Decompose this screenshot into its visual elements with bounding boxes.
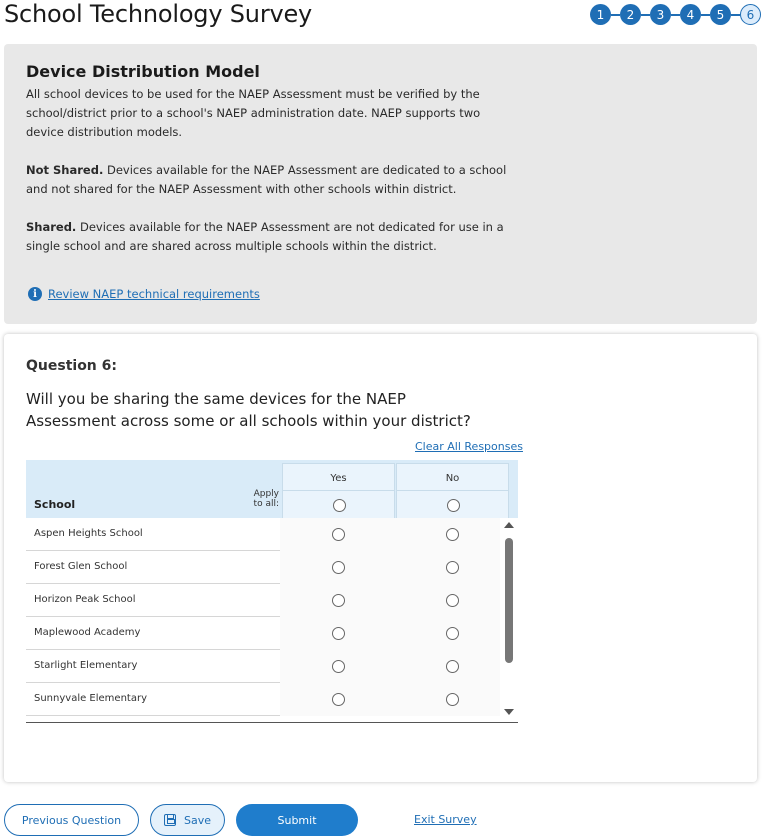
page-title: School Technology Survey [4, 0, 313, 28]
table-row [26, 683, 500, 716]
shared-text: Devices available for the NAEP Assessment are not dedicated for use in a single school and are shared across multiple schools within the district. [26, 220, 504, 253]
floppy-disk-icon [164, 814, 176, 826]
grid-body [26, 518, 518, 718]
response-grid [26, 460, 518, 718]
yes-column-header [282, 463, 395, 518]
no-column-label: No [445, 473, 460, 484]
review-link-label: Review NAEP technical requirements [48, 287, 260, 301]
clear-all-responses-link[interactable]: Clear All Responses [415, 440, 523, 453]
school-name: Sunnyvale Elementary [34, 693, 147, 704]
question-label: Question 6: [26, 358, 117, 374]
yes-radio[interactable] [332, 594, 345, 607]
school-name: Forest Glen School [34, 561, 128, 572]
no-radio[interactable] [446, 627, 459, 640]
school-name: Aspen Heights School [34, 528, 143, 539]
no-radio[interactable] [446, 660, 459, 673]
table-row [26, 518, 500, 551]
grid-bottom-border [26, 722, 518, 723]
shared-label: Shared. [26, 220, 77, 234]
question-text: Will you be sharing the same devices for the NAEP Assessment across some or all schools within your district? [26, 390, 471, 430]
scrollbar-thumb[interactable] [505, 538, 513, 663]
yes-radio[interactable] [332, 528, 345, 541]
step-connector [731, 14, 740, 16]
grid-scrollbar[interactable] [500, 518, 518, 721]
info-shared [26, 218, 516, 256]
header-divider [397, 490, 508, 491]
no-radio[interactable] [446, 528, 459, 541]
step-1[interactable]: 1 [590, 4, 611, 25]
no-radio[interactable] [446, 561, 459, 574]
table-row [26, 617, 500, 650]
step-3[interactable]: 3 [650, 4, 671, 25]
apply-all-yes-radio[interactable] [333, 499, 346, 512]
school-name: Starlight Elementary [34, 660, 138, 671]
scroll-up-arrow-icon[interactable] [504, 522, 514, 528]
table-row [26, 551, 500, 584]
step-6-current[interactable]: 6 [740, 4, 761, 25]
yes-radio[interactable] [332, 627, 345, 640]
scroll-down-arrow-icon[interactable] [504, 709, 514, 715]
save-label: Save [183, 813, 211, 827]
yes-column-label: Yes [330, 473, 347, 484]
school-column-header: School [34, 498, 76, 511]
question-panel [4, 334, 757, 782]
step-connector [641, 14, 650, 16]
apply-all-no-radio[interactable] [447, 499, 460, 512]
info-not-shared [26, 161, 516, 199]
grid-header [26, 460, 518, 518]
not-shared-text: Devices available for the NAEP Assessment are dedicated to a school and not shared for the NAEP Assessment with other schools within district. [26, 163, 507, 196]
step-progress [590, 4, 761, 25]
school-name: Horizon Peak School [34, 594, 136, 605]
no-radio[interactable] [446, 693, 459, 706]
header-divider [283, 490, 394, 491]
info-panel [4, 44, 757, 324]
previous-question-button[interactable]: Previous Question [4, 804, 139, 836]
table-row [26, 584, 500, 617]
info-intro: All school devices to be used for the NAEP Assessment must be verified by the school/district prior to a school's NAEP administration date. NAEP supports two device distribution models. [26, 87, 481, 139]
info-title: Device Distribution Model [26, 62, 260, 81]
step-connector [611, 14, 620, 16]
step-4[interactable]: 4 [680, 4, 701, 25]
submit-button[interactable]: Submit [236, 804, 358, 836]
no-column-header [396, 463, 509, 518]
apply-to-all-label: Apply to all: [253, 489, 279, 509]
save-button[interactable] [150, 804, 225, 836]
school-name: Maplewood Academy [34, 627, 141, 638]
exit-survey-link[interactable]: Exit Survey [414, 813, 477, 826]
info-icon: i [28, 287, 42, 301]
step-connector [671, 14, 680, 16]
step-connector [701, 14, 710, 16]
step-2[interactable]: 2 [620, 4, 641, 25]
table-row [26, 650, 500, 683]
yes-radio[interactable] [332, 561, 345, 574]
yes-radio[interactable] [332, 693, 345, 706]
yes-radio[interactable] [332, 660, 345, 673]
not-shared-label: Not Shared. [26, 163, 104, 177]
no-radio[interactable] [446, 594, 459, 607]
review-requirements-link[interactable] [28, 287, 260, 301]
step-5[interactable]: 5 [710, 4, 731, 25]
